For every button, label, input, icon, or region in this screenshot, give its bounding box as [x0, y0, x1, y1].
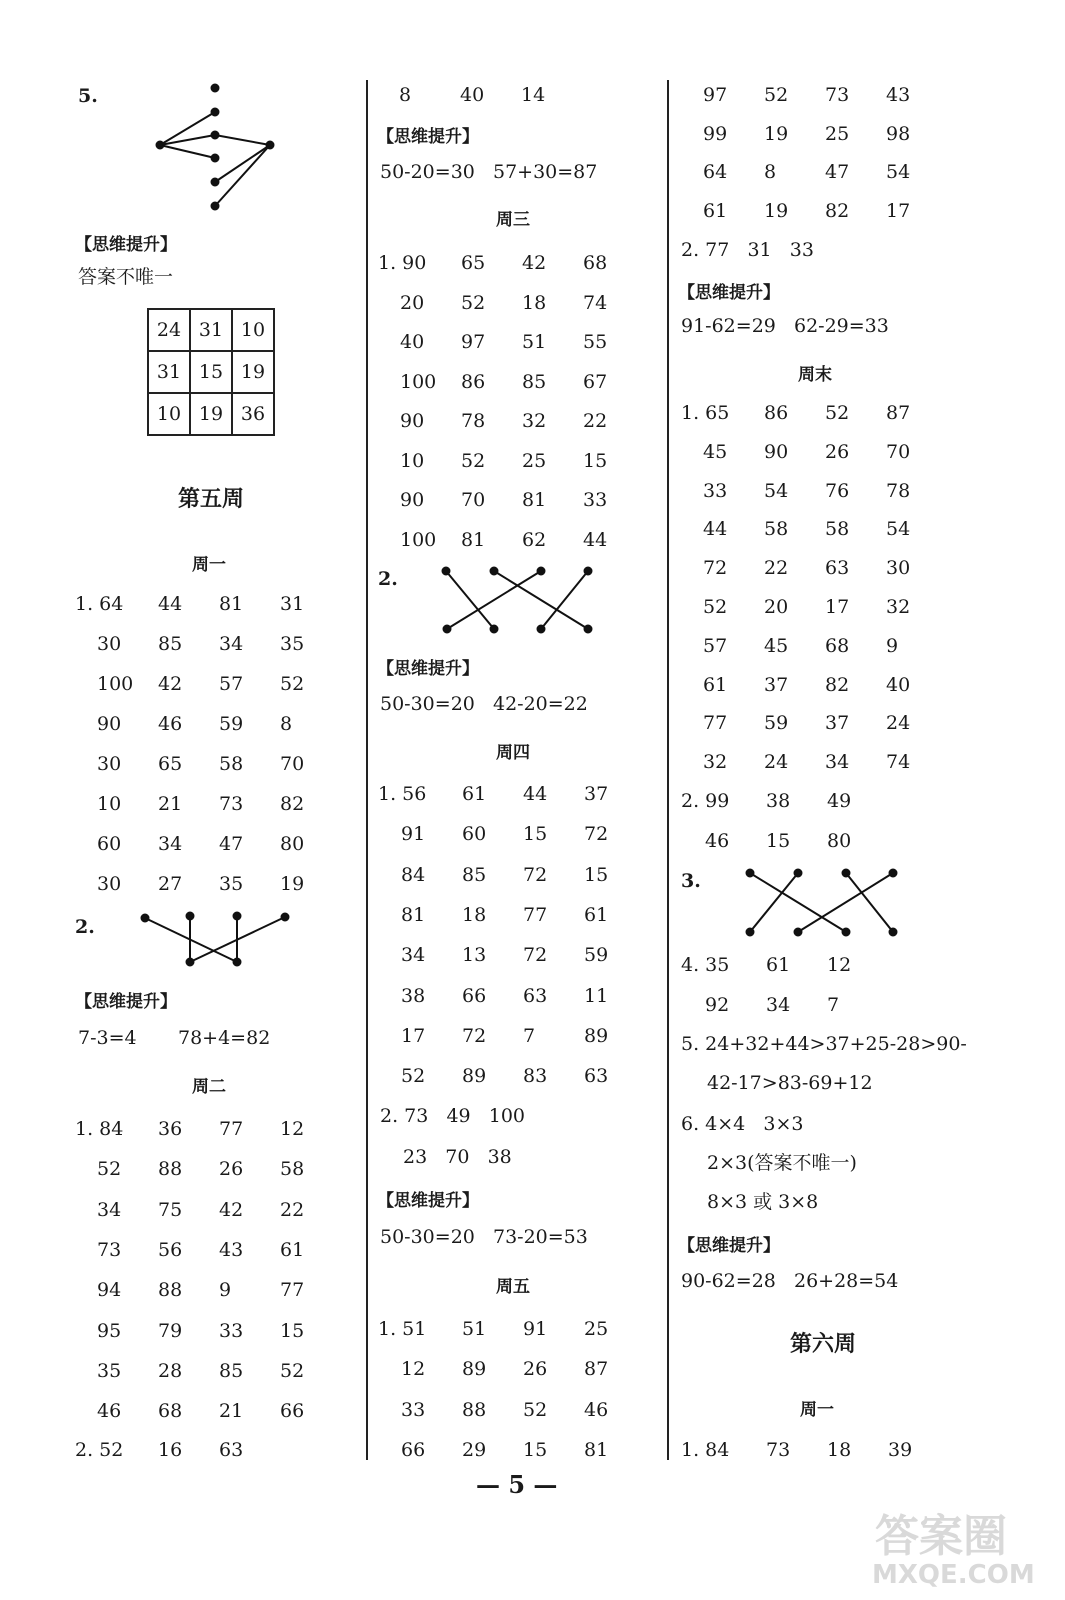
answer-cell: 21 — [219, 1400, 244, 1423]
answer-cell: 1. 51 — [378, 1318, 427, 1340]
answer-cell: 76 — [825, 479, 850, 502]
answer-cell: 33 — [219, 1319, 244, 1342]
answer-cell: 25 — [825, 122, 850, 145]
q5-label: 5. — [78, 85, 98, 107]
answer-cell: 12 — [827, 954, 852, 976]
answer-cell: 90 — [97, 713, 122, 735]
answer-cell: 24 — [886, 712, 911, 735]
answer-cell: 85 — [219, 1359, 244, 1382]
equation: 50-30=20 73-20=53 — [380, 1226, 588, 1248]
answer-cell: 52 — [764, 84, 789, 106]
thinking-tag: 【思维提升】 — [75, 235, 177, 255]
answer-cell: 44 — [583, 528, 608, 551]
monday-title: 周一 — [192, 555, 226, 575]
answer-cell: 77 — [523, 903, 548, 926]
answer-cell: 17 — [825, 596, 850, 618]
answer-cell: 77 — [703, 712, 728, 735]
answer-note: 答案不唯一 — [78, 266, 174, 288]
answer-cell: 59 — [219, 713, 244, 735]
answer-cell: 43 — [886, 84, 911, 106]
thinking-tag: 【思维提升】 — [75, 992, 177, 1012]
answer-cell: 92 — [705, 993, 730, 1016]
grid-cell: 10 — [148, 393, 190, 435]
weekend-q6-line: 6. 4×4 3×3 — [681, 1113, 804, 1135]
answer-cell: 30 — [97, 753, 122, 775]
answer-cell: 61 — [703, 673, 728, 696]
answer-cell: 15 — [584, 863, 609, 886]
answer-cell: 18 — [462, 903, 487, 926]
answer-cell: 72 — [462, 1024, 487, 1047]
answer-cell: 83 — [523, 1065, 548, 1088]
answer-cell: 52 — [461, 449, 486, 472]
watermark-url: MXQE.COM — [872, 1560, 1035, 1590]
answer-cell: 40 — [886, 673, 911, 696]
answer-cell: 52 — [703, 596, 728, 618]
answer-cell: 58 — [219, 753, 244, 775]
answer-cell: 99 — [703, 122, 728, 145]
answer-cell: 34 — [825, 751, 850, 774]
answer-cell: 81 — [584, 1438, 609, 1461]
answer-cell: 65 — [461, 252, 486, 274]
equation: 50-30=20 42-20=22 — [380, 693, 588, 715]
answer-cell: 25 — [522, 449, 547, 472]
answer-cell: 40 — [460, 84, 485, 106]
answer-cell: 2. 52 — [75, 1439, 124, 1461]
answer-cell: 37 — [584, 783, 609, 805]
answer-cell: 19 — [280, 873, 305, 895]
answer-cell: 66 — [462, 984, 487, 1007]
answer-cell: 100 — [400, 528, 437, 551]
answer-cell: 13 — [462, 944, 487, 967]
answer-cell: 78 — [461, 410, 486, 432]
answer-cell: 61 — [462, 783, 487, 805]
answer-cell: 60 — [462, 823, 487, 846]
answer-cell: 51 — [462, 1318, 487, 1340]
answer-cell: 40 — [400, 331, 425, 353]
answer-cell: 58 — [764, 518, 789, 541]
answer-cell: 73 — [219, 793, 244, 815]
watermark-logo: 答案圈 — [875, 1511, 1007, 1562]
answer-cell: 72 — [584, 823, 609, 846]
answer-cell: 95 — [97, 1319, 122, 1342]
answer-cell: 1. 65 — [681, 402, 730, 424]
grid-cell: 15 — [190, 351, 232, 393]
answer-cell: 51 — [522, 331, 547, 353]
weekend-q6-line: 8×3 或 3×8 — [707, 1191, 819, 1213]
answer-cell: 70 — [461, 489, 486, 511]
q2-row: 2. 77 31 33 — [681, 239, 814, 261]
answer-cell: 89 — [462, 1358, 487, 1381]
answer-cell: 82 — [825, 673, 850, 696]
answer-cell: 7 — [827, 993, 840, 1016]
thinking-tag: 【思维提升】 — [678, 1236, 780, 1256]
answer-cell: 58 — [825, 518, 850, 541]
answer-cell: 38 — [401, 984, 426, 1007]
answer-cell: 89 — [462, 1065, 487, 1088]
answer-cell: 45 — [703, 440, 728, 463]
answer-cell: 72 — [523, 863, 548, 886]
answer-cell: 30 — [886, 557, 911, 580]
answer-cell: 28 — [158, 1359, 183, 1382]
answer-cell: 22 — [280, 1198, 305, 1221]
answer-cell: 18 — [827, 1439, 852, 1461]
answer-cell: 22 — [583, 410, 608, 432]
equation: 90-62=28 26+28=54 — [681, 1270, 899, 1292]
answer-cell: 72 — [523, 944, 548, 967]
answer-cell: 26 — [523, 1358, 548, 1381]
answer-cell: 52 — [97, 1158, 122, 1181]
answer-cell: 15 — [766, 829, 791, 852]
answer-cell: 34 — [97, 1198, 122, 1221]
answer-cell: 44 — [703, 518, 728, 541]
answer-cell: 61 — [766, 954, 791, 976]
answer-cell: 90 — [400, 489, 425, 511]
answer-cell: 54 — [886, 518, 911, 541]
answer-cell: 61 — [584, 903, 609, 926]
answer-cell: 58 — [280, 1158, 305, 1181]
answer-cell: 94 — [97, 1279, 122, 1302]
answer-cell: 30 — [97, 873, 122, 895]
answer-cell: 56 — [158, 1238, 183, 1261]
wednesday-title: 周三 — [496, 210, 530, 230]
equation: 91-62=29 62-29=33 — [681, 315, 889, 337]
answer-cell: 43 — [219, 1238, 244, 1261]
answer-cell: 39 — [888, 1439, 913, 1461]
answer-cell: 19 — [764, 122, 789, 145]
answer-cell: 73 — [97, 1238, 122, 1261]
week5-title: 第五周 — [178, 486, 245, 512]
answer-cell: 54 — [886, 161, 911, 184]
answer-cell: 46 — [705, 829, 730, 852]
friday-title: 周五 — [496, 1277, 530, 1297]
answer-cell: 77 — [219, 1118, 244, 1140]
answer-cell: 62 — [522, 528, 547, 551]
answer-cell: 52 — [280, 1359, 305, 1382]
answer-cell: 32 — [886, 596, 911, 618]
answer-cell: 36 — [158, 1118, 183, 1140]
answer-cell: 38 — [766, 790, 791, 812]
answer-cell: 86 — [461, 370, 486, 393]
answer-cell: 52 — [401, 1065, 426, 1088]
answer-cell: 67 — [583, 370, 608, 393]
answer-cell: 42 — [219, 1198, 244, 1221]
answer-cell: 15 — [523, 823, 548, 846]
answer-cell: 84 — [401, 863, 426, 886]
equation: 78+4=82 — [178, 1027, 271, 1049]
answer-cell: 74 — [886, 751, 911, 774]
answer-cell: 55 — [583, 331, 608, 353]
answer-cell: 98 — [886, 122, 911, 145]
answer-cell: 1. 90 — [378, 252, 427, 274]
answer-cell: 47 — [825, 161, 850, 184]
answer-cell: 17 — [401, 1024, 426, 1047]
answer-cell: 88 — [158, 1279, 183, 1302]
answer-cell: 54 — [764, 479, 789, 502]
answer-cell: 75 — [158, 1198, 183, 1221]
answer-cell: 60 — [97, 833, 122, 855]
answer-cell: 2. 99 — [681, 790, 730, 812]
answer-cell: 31 — [280, 593, 305, 615]
answer-cell: 37 — [825, 712, 850, 735]
grid-cell: 31 — [190, 309, 232, 351]
answer-cell: 85 — [522, 370, 547, 393]
answer-cell: 77 — [280, 1279, 305, 1302]
thursday-q2-row: 23 70 38 — [403, 1146, 512, 1168]
answer-cell: 19 — [764, 200, 789, 223]
answer-cell: 80 — [280, 833, 305, 855]
answer-cell: 35 — [280, 633, 305, 655]
answer-cell: 52 — [461, 291, 486, 314]
answer-cell: 44 — [523, 783, 548, 805]
answer-cell: 66 — [280, 1400, 305, 1423]
answer-cell: 73 — [766, 1439, 791, 1461]
answer-cell: 42 — [158, 673, 183, 695]
answer-cell: 35 — [219, 873, 244, 895]
answer-cell: 7 — [523, 1024, 536, 1047]
answer-cell: 10 — [400, 449, 425, 472]
answer-cell: 81 — [522, 489, 547, 511]
grid-cell: 31 — [148, 351, 190, 393]
answer-cell: 12 — [401, 1358, 426, 1381]
answer-cell: 68 — [825, 634, 850, 657]
answer-cell: 88 — [158, 1158, 183, 1181]
answer-cell: 68 — [583, 252, 608, 274]
answer-cell: 22 — [764, 557, 789, 580]
answer-cell: 82 — [280, 793, 305, 815]
answer-cell: 65 — [158, 753, 183, 775]
answer-cell: 100 — [97, 673, 134, 695]
thursday-q2-row: 2. 73 49 100 — [380, 1105, 526, 1127]
answer-cell: 46 — [97, 1400, 122, 1423]
answer-cell: 46 — [158, 713, 183, 735]
answer-cell: 24 — [764, 751, 789, 774]
answer-cell: 15 — [583, 449, 608, 472]
answer-cell: 90 — [764, 440, 789, 463]
answer-cell: 89 — [584, 1024, 609, 1047]
answer-cell: 45 — [764, 634, 789, 657]
answer-cell: 90 — [400, 410, 425, 432]
answer-cell: 87 — [584, 1358, 609, 1381]
answer-cell: 16 — [158, 1439, 183, 1461]
answer-cell: 34 — [401, 944, 426, 967]
answer-cell: 9 — [886, 634, 899, 657]
answer-cell: 8 — [280, 713, 293, 735]
answer-cell: 100 — [400, 370, 437, 393]
answer-cell: 15 — [280, 1319, 305, 1342]
answer-cell: 1. 84 — [681, 1439, 730, 1461]
answer-cell: 97 — [461, 331, 486, 353]
answer-cell: 49 — [827, 790, 852, 812]
answer-cell: 63 — [523, 984, 548, 1007]
equation: 50-20=30 57+30=87 — [380, 161, 598, 183]
answer-cell: 33 — [703, 479, 728, 502]
answer-cell: 27 — [158, 873, 183, 895]
answer-cell: 17 — [886, 200, 911, 223]
answer-cell: 33 — [583, 489, 608, 511]
answer-cell: 70 — [280, 753, 305, 775]
answer-cell: 81 — [219, 593, 244, 615]
answer-cell: 85 — [158, 633, 183, 655]
answer-cell: 35 — [97, 1359, 122, 1382]
week6-title: 第六周 — [790, 1331, 857, 1357]
answer-cell: 9 — [219, 1279, 232, 1302]
answer-cell: 70 — [886, 440, 911, 463]
answer-cell: 26 — [825, 440, 850, 463]
answer-cell: 88 — [462, 1398, 487, 1421]
answer-cell: 32 — [703, 751, 728, 774]
answer-cell: 8 — [764, 161, 777, 184]
thinking-tag: 【思维提升】 — [377, 127, 479, 147]
answer-cell: 47 — [219, 833, 244, 855]
answer-cell: 10 — [97, 793, 122, 815]
answer-cell: 46 — [584, 1398, 609, 1421]
answer-cell: 1. 84 — [75, 1118, 124, 1140]
answer-cell: 91 — [401, 823, 426, 846]
answer-cell: 52 — [523, 1398, 548, 1421]
answer-cell: 74 — [583, 291, 608, 314]
answer-cell: 63 — [219, 1439, 244, 1461]
answer-cell: 14 — [521, 84, 546, 106]
wednesday-q2-label: 2. — [378, 568, 398, 590]
answer-cell: 80 — [827, 829, 852, 852]
weekend-q5-line: 5. 24+32+44>37+25-28>90- — [681, 1033, 967, 1055]
thinking-tag: 【思维提升】 — [377, 659, 479, 679]
tuesday-title: 周二 — [192, 1077, 226, 1097]
answer-cell: 72 — [703, 557, 728, 580]
answer-cell: 85 — [462, 863, 487, 886]
answer-cell: 91 — [523, 1318, 548, 1340]
answer-cell: 81 — [461, 528, 486, 551]
answer-cell: 8 — [399, 84, 412, 106]
answer-cell: 37 — [764, 673, 789, 696]
answer-cell: 86 — [764, 402, 789, 424]
answer-cell: 81 — [401, 903, 426, 926]
answer-cell: 78 — [886, 479, 911, 502]
page-number: — 5 — — [476, 1470, 558, 1499]
answer-cell: 79 — [158, 1319, 183, 1342]
answer-cell: 20 — [400, 291, 425, 314]
answer-cell: 52 — [825, 402, 850, 424]
answer-cell: 30 — [97, 633, 122, 655]
answer-cell: 59 — [584, 944, 609, 967]
answer-cell: 52 — [280, 673, 305, 695]
answer-cell: 61 — [280, 1238, 305, 1261]
thinking-tag: 【思维提升】 — [678, 283, 780, 303]
answer-cell: 61 — [703, 200, 728, 223]
answer-cell: 1. 56 — [378, 783, 427, 805]
answer-cell: 66 — [401, 1438, 426, 1461]
grid-cell: 24 — [148, 309, 190, 351]
answer-cell: 57 — [703, 634, 728, 657]
answer-cell: 11 — [584, 984, 609, 1007]
weekend-q5-line: 42-17>83-69+12 — [707, 1072, 873, 1094]
grid-cell: 19 — [190, 393, 232, 435]
equation: 7-3=4 — [78, 1027, 137, 1049]
answer-cell: 68 — [158, 1400, 183, 1423]
answer-cell: 42 — [522, 252, 547, 274]
answer-cell: 1. 64 — [75, 593, 124, 615]
answer-cell: 29 — [462, 1438, 487, 1461]
answer-cell: 15 — [523, 1438, 548, 1461]
thursday-title: 周四 — [496, 743, 530, 763]
answer-cell: 97 — [703, 84, 728, 106]
answer-cell: 34 — [766, 993, 791, 1016]
weekend-title: 周末 — [798, 365, 832, 385]
answer-cell: 82 — [825, 200, 850, 223]
week6-monday-title: 周一 — [800, 1400, 834, 1420]
answer-cell: 18 — [522, 291, 547, 314]
weekend-q6-line: 2×3(答案不唯一) — [707, 1152, 857, 1174]
answer-cell: 21 — [158, 793, 183, 815]
answer-cell: 73 — [825, 84, 850, 106]
answer-cell: 59 — [764, 712, 789, 735]
answer-cell: 57 — [219, 673, 244, 695]
grid-cell: 36 — [232, 393, 274, 435]
answer-cell: 26 — [219, 1158, 244, 1181]
monday-q2-label: 2. — [75, 916, 95, 938]
answer-cell: 34 — [219, 633, 244, 655]
answer-cell: 25 — [584, 1318, 609, 1340]
answer-cell: 63 — [825, 557, 850, 580]
answer-cell: 12 — [280, 1118, 305, 1140]
answer-cell: 32 — [522, 410, 547, 432]
answer-cell: 63 — [584, 1065, 609, 1088]
grid-cell: 19 — [232, 351, 274, 393]
answer-cell: 44 — [158, 593, 183, 615]
answer-cell: 64 — [703, 161, 728, 184]
answer-cell: 4. 35 — [681, 954, 730, 976]
grid-cell: 10 — [232, 309, 274, 351]
thinking-tag: 【思维提升】 — [377, 1191, 479, 1211]
answer-cell: 87 — [886, 402, 911, 424]
answer-cell: 20 — [764, 596, 789, 618]
answer-cell: 33 — [401, 1398, 426, 1421]
answer-cell: 34 — [158, 833, 183, 855]
weekend-q3-label: 3. — [681, 870, 701, 892]
